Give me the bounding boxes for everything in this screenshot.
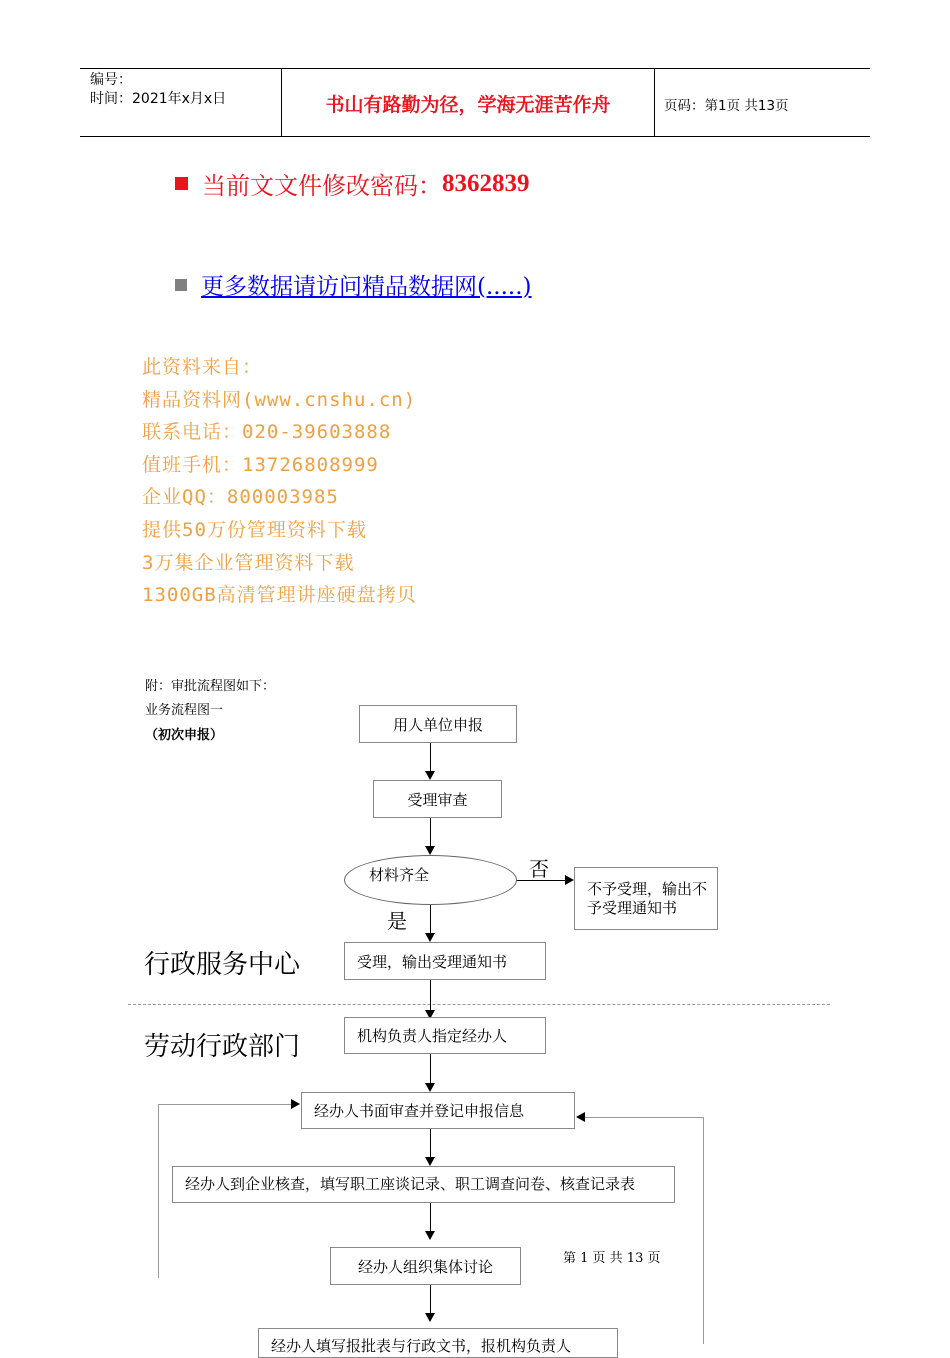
flow-step-label: 机构负责人指定经办人: [357, 1027, 508, 1045]
red-square-bullet-icon: [175, 177, 188, 190]
source-line: 3万集企业管理资料下载: [142, 551, 355, 574]
flow-step-inspect: [172, 1166, 675, 1203]
header-divider: [654, 68, 655, 136]
flow-step-review: [373, 780, 502, 818]
arrow-down-icon: [425, 771, 435, 780]
arrow-down-icon: [425, 1231, 435, 1240]
flow-step-label: 经办人填写报批表与行政文书，报机构负责人: [271, 1337, 572, 1355]
flow-connector: [430, 905, 431, 933]
notice-text: 当前文文件修改密码：: [202, 172, 442, 200]
flow-loop-line: [158, 1104, 291, 1105]
arrow-down-icon: [425, 1313, 435, 1322]
header-page-number: 页码：第1页 共13页: [664, 98, 789, 114]
flow-step-draft: [258, 1328, 618, 1358]
source-info: [142, 351, 417, 612]
flow-step-label: 不予受理，输出不予受理通知书: [587, 879, 708, 917]
source-line: 精品资料网(www.cnshu.cn): [142, 388, 417, 411]
doc-date-label: 时间：2021年x月x日: [90, 91, 227, 107]
flow-step-apply: [359, 705, 517, 743]
flow-connector: [430, 1203, 431, 1231]
flow-step-written-review: [301, 1092, 575, 1129]
page-footer: 第 1 页 共 13 页: [563, 1251, 661, 1266]
section-labor-dept: 劳动行政部门: [144, 1032, 301, 1062]
chart-title: 业务流程图一: [145, 703, 224, 718]
arrow-right-icon: [565, 875, 574, 885]
flow-step-label: 经办人到企业核查，填写职工座谈记录、职工调查问卷、核查记录表: [185, 1175, 636, 1193]
doc-number-label: 编号：: [90, 72, 132, 88]
flow-loop-line: [703, 1117, 704, 1344]
flow-step-accept: [344, 942, 546, 980]
flow-connector: [430, 980, 431, 1010]
flow-connector: [430, 1054, 431, 1083]
attached-note: 附：审批流程图如下：: [145, 679, 276, 694]
flow-decision-label: 材料齐全: [369, 866, 430, 884]
source-line: 此资料来自：: [142, 356, 263, 378]
chart-subtitle: （初次申报）: [145, 728, 224, 743]
section-divider: [128, 1004, 830, 1005]
flow-loop-line: [585, 1117, 703, 1118]
password-notice: [175, 166, 530, 201]
flow-connector: [430, 1129, 431, 1157]
flow-step-reject: [574, 867, 718, 930]
flow-step-label: 受理，输出受理通知书: [357, 952, 508, 971]
flow-connector: [430, 1285, 431, 1313]
source-line: 企业QQ：800003985: [142, 486, 339, 509]
source-line: 提供50万份管理资料下载: [142, 518, 367, 541]
flow-yes-label: 是: [387, 909, 407, 933]
header-bottom-rule: [80, 136, 870, 137]
header-top-rule: [80, 68, 870, 69]
flow-step-discuss: [330, 1247, 521, 1285]
arrow-right-icon: [291, 1099, 300, 1109]
flow-connector: [430, 818, 431, 846]
gray-square-bullet-icon: [175, 279, 187, 291]
arrow-down-icon: [425, 1083, 435, 1092]
flow-loop-line: [158, 1104, 159, 1278]
flow-step-label: 经办人书面审查并登记申报信息: [314, 1102, 525, 1120]
flow-step-assign: [344, 1017, 546, 1054]
source-line: 联系电话：020-39603888: [142, 421, 392, 444]
source-line: 1300GB高清管理讲座硬盘拷贝: [142, 584, 417, 607]
flow-step-label: 受理审查: [407, 790, 468, 809]
more-data-line: [175, 268, 532, 301]
arrow-down-icon: [425, 933, 435, 942]
flow-step-label: 用人单位申报: [392, 715, 483, 734]
section-service-center: 行政服务中心: [144, 950, 301, 980]
arrow-down-icon: [425, 1157, 435, 1166]
arrow-left-icon: [576, 1112, 585, 1122]
header-motto: 书山有路勤为径，学海无涯苦作舟: [325, 94, 611, 116]
source-line: 值班手机：13726808999: [142, 453, 379, 476]
notice-password: 8362839: [442, 169, 530, 197]
more-data-link[interactable]: 更多数据请访问精品数据网(.....): [201, 274, 532, 300]
flow-connector: [430, 743, 431, 771]
flow-step-label: 经办人组织集体讨论: [357, 1257, 493, 1276]
header-info: [90, 71, 226, 109]
arrow-down-icon: [425, 846, 435, 855]
flow-no-label: 否: [529, 857, 549, 881]
